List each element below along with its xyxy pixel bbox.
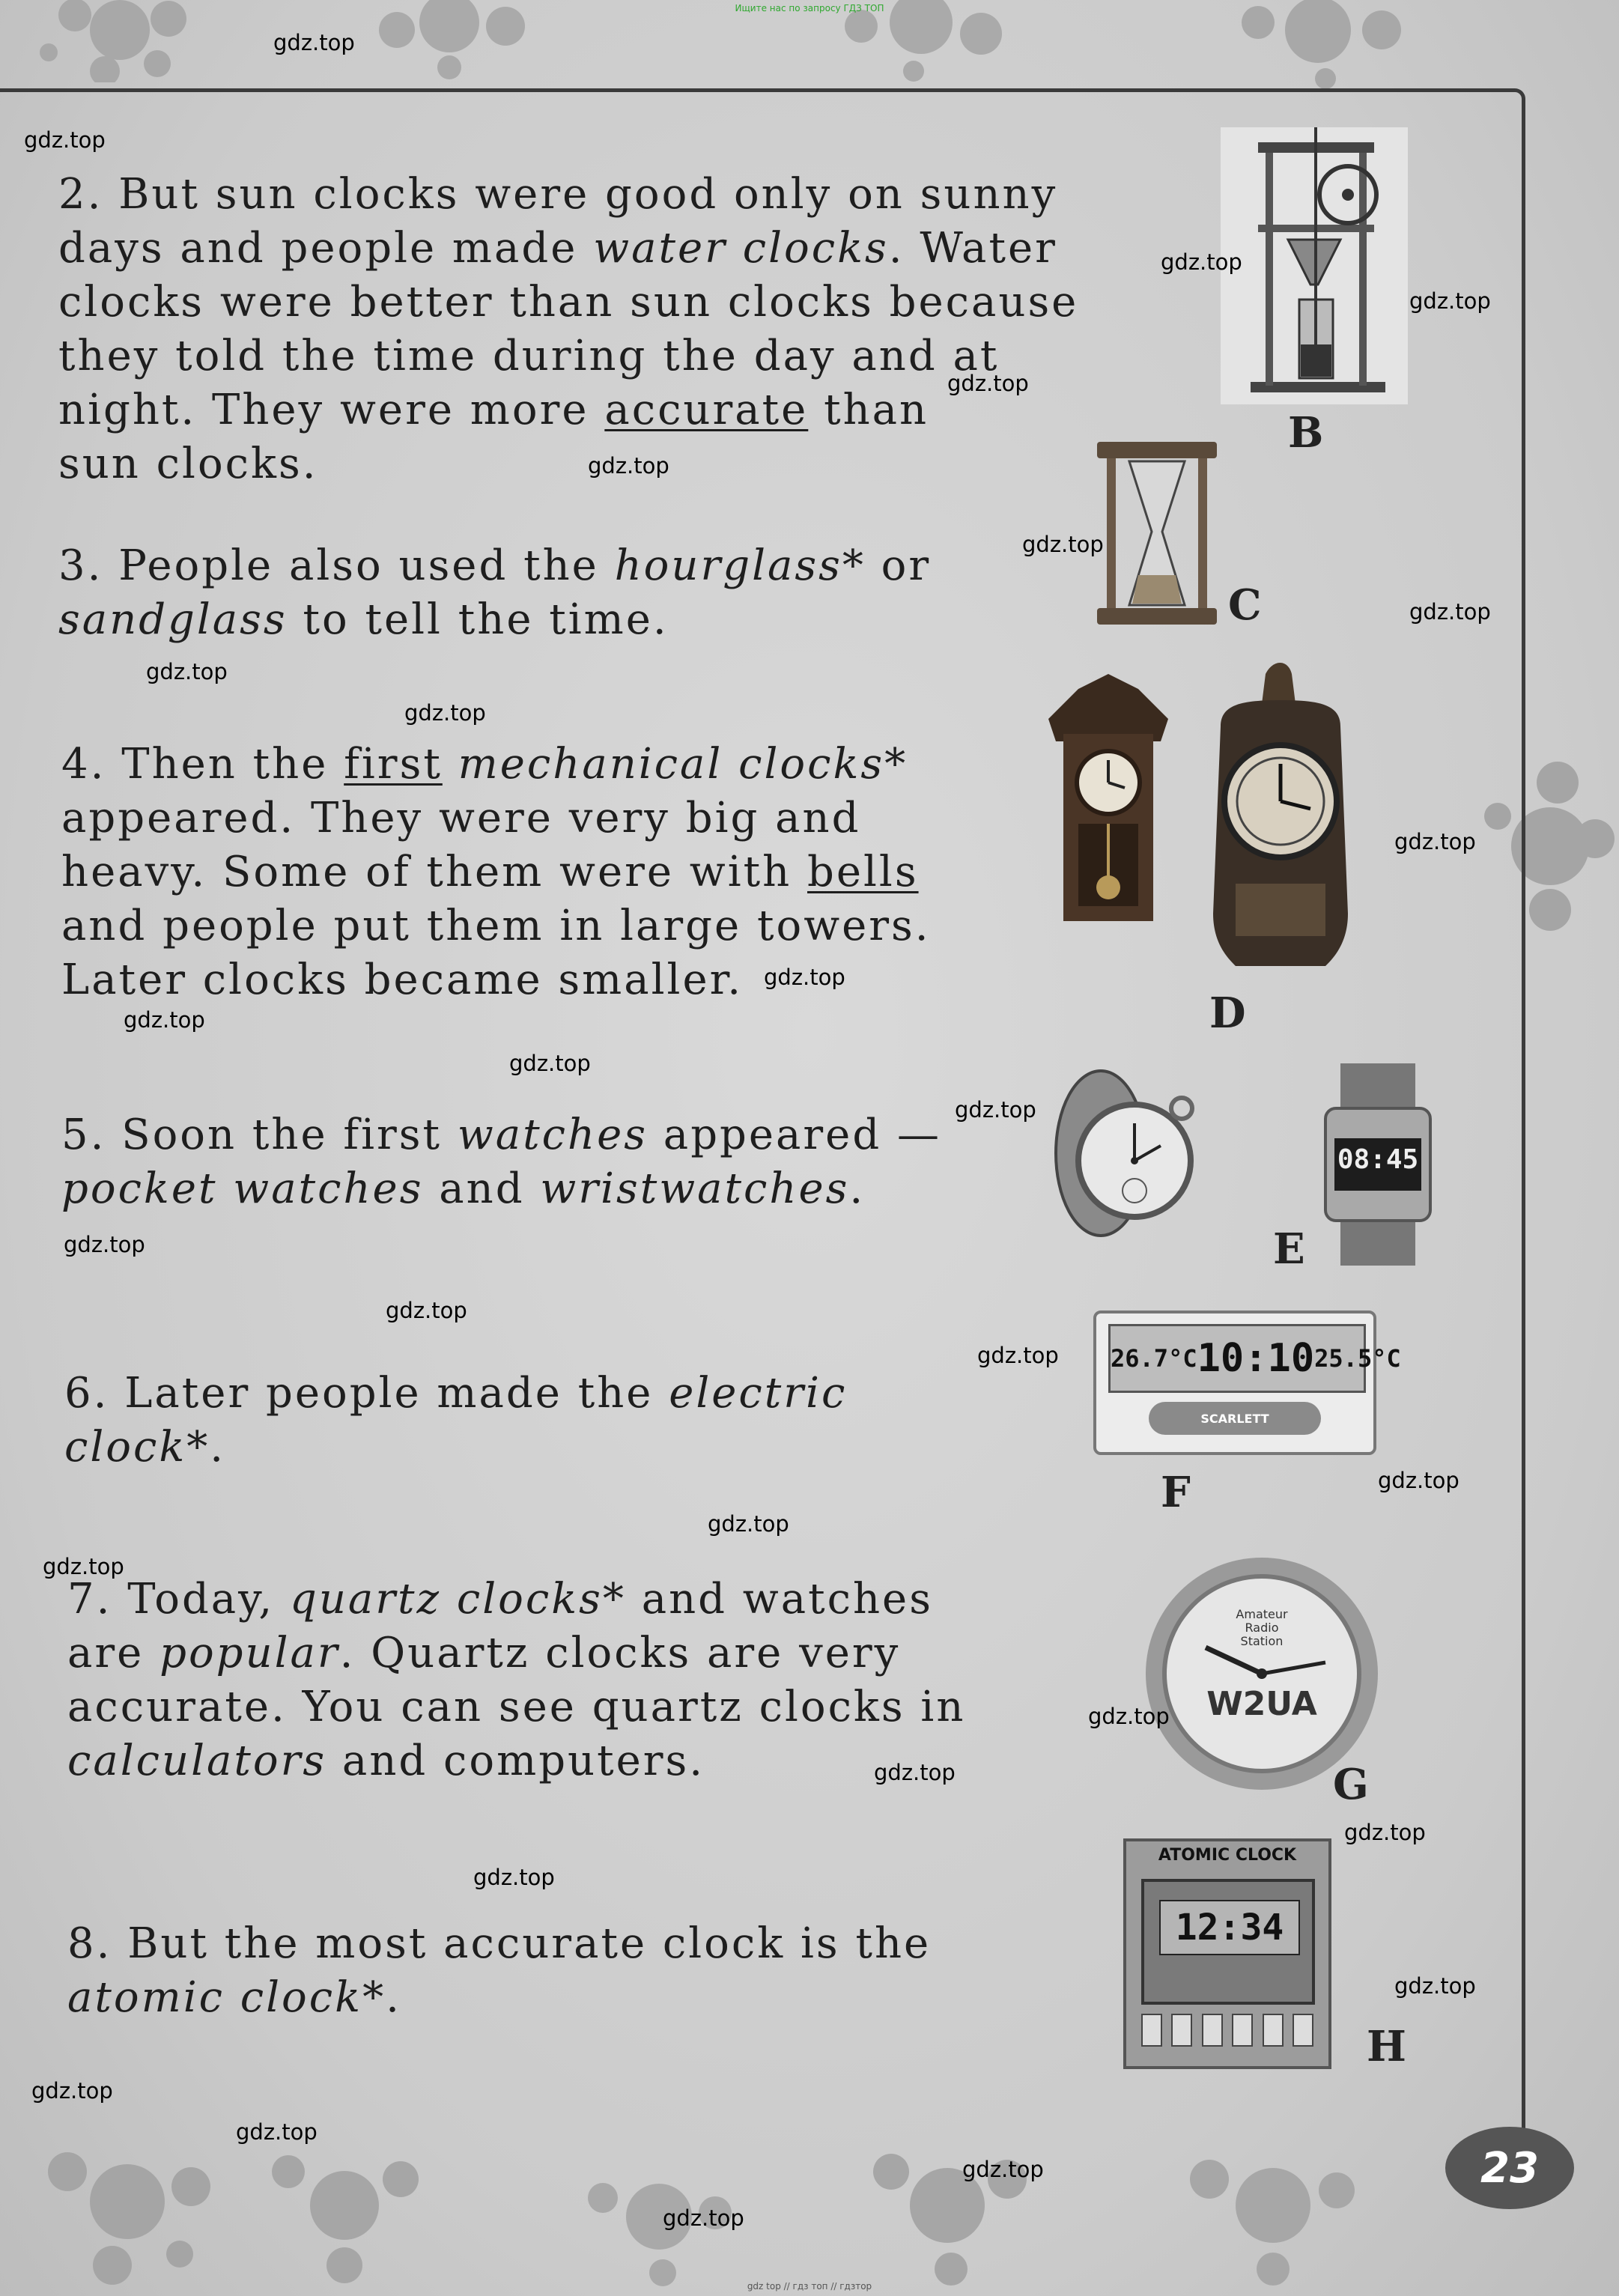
atomic-clock [1123,1838,1331,2069]
electric-temp-left: 26.7°C [1111,1344,1197,1373]
atomic-clock-time: 12:34 [1159,1900,1300,1955]
picture-label-d: D [1209,988,1246,1038]
watermark: gdz.top [1022,532,1104,557]
paragraph-2: 2. But sun clocks were good only on sunny days and people made water clocks. Water clocks were better than sun clocks because they told the time during the day and at night. They were more accurate than sun clocks. [58,170,1079,488]
watermark: gdz.top [588,453,669,479]
watermark: gdz.top [962,2157,1044,2182]
watermark: gdz.top [977,1343,1059,1368]
atomic-clock-header: ATOMIC CLOCK [1158,1846,1297,1865]
picture-label-h: H [1367,2022,1406,2071]
watermark: gdz.top [663,2205,744,2231]
splat-decoration-icon [1168,2119,1378,2292]
electric-temp-right: 25.5°C [1314,1344,1401,1373]
splat-decoration-icon [22,2119,247,2292]
watermark: gdz.top [1409,288,1491,314]
watermark: gdz.top [404,700,486,726]
quartz-station-text: Amateur Radio Station [1236,1607,1288,1648]
watermark: gdz.top [947,371,1029,396]
splat-decoration-icon [846,2119,1048,2292]
watermark: gdz.top [64,1232,145,1257]
wristwatch [1318,1063,1438,1266]
picture-label-g: G [1333,1760,1369,1809]
watermark: gdz.top [1088,1704,1170,1729]
watermark: gdz.top [1394,1973,1476,1999]
watermark: gdz.top [1378,1468,1459,1493]
atomic-clock-buttons [1141,2014,1313,2047]
splat-decoration-icon [1221,0,1415,90]
watermark: gdz.top [1161,249,1242,275]
electric-clock [1093,1311,1401,1455]
watermark: gdz.top [874,1760,956,1785]
watermark: gdz.top [473,1865,555,1890]
wristwatch-display: 08:45 [1337,1144,1419,1175]
picture-label-b: B [1288,408,1324,458]
paragraph-7: 7. Today, quartz clocks* and watches are popular. Quartz clocks are very accurate. You can see quartz clocks in calculators and computers. [67,1575,966,1785]
page-number: 23 [1445,2127,1574,2209]
quartz-clock-icon [1142,1554,1382,1794]
watermark: gdz.top [955,1097,1036,1123]
footer-note: gdz top // гдз топ // гдзтор [747,2281,872,2292]
watermark: gdz.top [43,1554,124,1579]
water-clock-icon [1221,127,1408,404]
picture-label-e: E [1273,1224,1305,1274]
watermark: gdz.top [764,965,845,990]
paragraph-6: 6. Later people made the electric clock*. [64,1369,848,1472]
paragraph-5: 5. Soon the first watches appeared — pocket watches and wristwatches. [61,1111,941,1213]
watermark: gdz.top [708,1511,789,1537]
watermark: gdz.top [273,30,355,55]
picture-label-f: F [1161,1468,1191,1517]
paragraph-4: 4. Then the first mechanical clocks* appeared. They were very big and heavy. Some of them were with bells and people put them in large towers. Later clocks became smaller. [61,740,931,1004]
watermark: gdz.top [124,1007,205,1033]
watermark: gdz.top [509,1051,591,1076]
electric-brand: SCARLETT [1149,1402,1321,1435]
mechanical-clocks-icon [1048,659,1408,974]
watermark: gdz.top [1394,829,1476,854]
picture-label-c: C [1228,580,1262,630]
electric-time: 10:10 [1197,1336,1315,1381]
paragraph-8: 8. But the most accurate clock is the atomic clock*. [67,1919,932,2022]
watermark: gdz.top [146,659,228,684]
watermark: gdz.top [1344,1820,1426,1845]
hourglass-icon [1093,442,1221,625]
quartz-callsign: W2UA [1206,1685,1317,1723]
watermark: gdz.top [1409,599,1491,625]
watermark: gdz.top [386,1298,467,1323]
paragraph-3: 3. People also used the hourglass* or sandglass to tell the time. [58,541,932,644]
quartz-clock [1142,1554,1382,1794]
pocket-watch-icon [1048,1063,1198,1243]
header-note: Ищите нас по запросу ГДЗ ТОП [735,3,884,13]
watermark: gdz.top [24,127,106,153]
watermark: gdz.top [31,2078,113,2104]
splat-decoration-icon [247,2127,442,2292]
watermark: gdz.top [236,2119,318,2145]
